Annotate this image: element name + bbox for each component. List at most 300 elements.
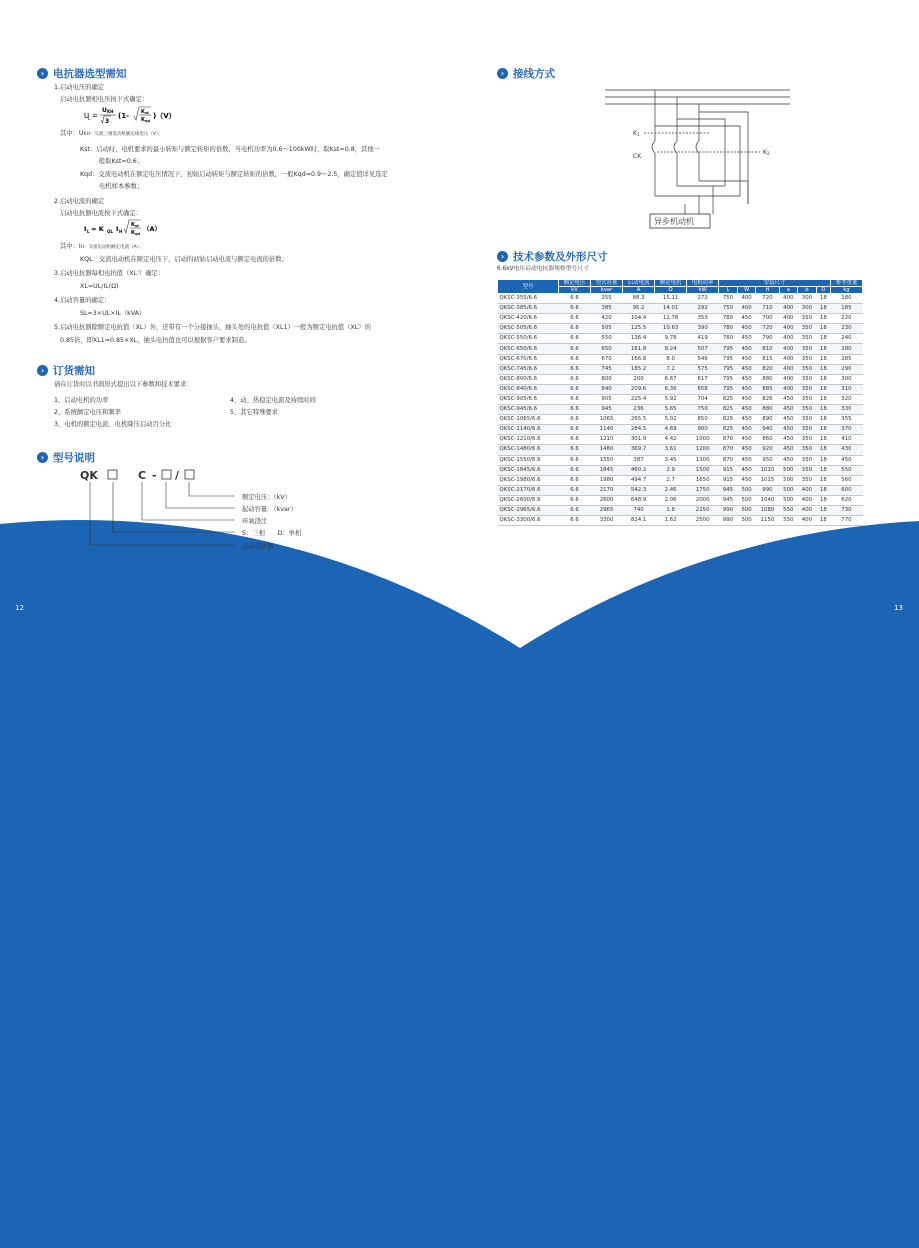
table-cell: 200	[623, 374, 655, 384]
table-cell: 330	[830, 405, 862, 415]
col-power: 电机功率	[687, 280, 719, 287]
table-cell: 450	[779, 455, 798, 465]
model-cell: QKSC-2965/6.6	[498, 505, 559, 515]
table-cell: 400	[798, 505, 817, 515]
table-cell: 185.2	[623, 364, 655, 374]
table-cell: 450	[737, 344, 756, 354]
table-cell: 284.5	[623, 425, 655, 435]
table-cell: 6.6	[559, 324, 591, 334]
table-cell: 18	[816, 344, 830, 354]
table-row	[498, 334, 863, 344]
table-cell: 320	[830, 394, 862, 404]
table-cell: 1300	[687, 455, 719, 465]
table-cell: 730	[830, 505, 862, 515]
table-cell: 18	[816, 485, 830, 495]
table-cell: 400	[779, 304, 798, 314]
table-cell: 500	[737, 516, 756, 526]
table-cell: 209.6	[623, 384, 655, 394]
table-cell: 820	[756, 364, 779, 374]
table-cell: 750	[687, 405, 719, 415]
table-cell: 3.45	[655, 455, 687, 465]
svg-text:K: K	[141, 117, 145, 123]
model-cell: QKSC-2170/6.6	[498, 485, 559, 495]
table-cell: 400	[779, 354, 798, 364]
table-cell: 6.6	[559, 505, 591, 515]
table-cell: 6.6	[559, 384, 591, 394]
table-cell: 8.24	[655, 344, 687, 354]
table-cell: 1015	[756, 475, 779, 485]
section-title: 技术参数及外形尺寸	[513, 251, 608, 263]
model-cell: QKSC-840/6.6	[498, 384, 559, 394]
svg-text:(1-: (1-	[118, 112, 129, 120]
table-cell: 500	[779, 465, 798, 475]
table-row	[498, 384, 863, 394]
label-phase: S：三相 D：单相	[242, 530, 302, 537]
table-cell: 945	[591, 405, 623, 415]
table-cell: 18	[816, 294, 830, 304]
svg-text:I: I	[84, 225, 87, 233]
section-wiring	[497, 66, 555, 81]
table-cell: 272	[687, 294, 719, 304]
table-cell: 6.6	[559, 425, 591, 435]
table-cell: 450	[779, 445, 798, 455]
svg-text:/: /	[175, 469, 180, 482]
table-cell: 18	[816, 415, 830, 425]
table-cell: 450	[737, 384, 756, 394]
table-cell: 542.3	[623, 485, 655, 495]
table-cell: 780	[719, 314, 738, 324]
order-item: 1、启动电机的功率	[54, 397, 109, 404]
table-cell: 161.8	[623, 344, 655, 354]
table-cell: 450	[737, 415, 756, 425]
table-cell: 1480	[591, 445, 623, 455]
table-cell: 1500	[687, 465, 719, 475]
text-line: XL=UL/IL(Ω)	[80, 283, 119, 290]
section-title: 电抗器选型需知	[53, 68, 127, 80]
table-cell: 6.6	[559, 516, 591, 526]
table-cell: 1650	[687, 475, 719, 485]
table-cell: 1150	[756, 516, 779, 526]
svg-text:KH: KH	[107, 109, 114, 114]
table-cell: 400	[779, 334, 798, 344]
table-cell: 870	[719, 435, 738, 445]
model-cell: QKSC-1480/6.6	[498, 445, 559, 455]
table-cell: 1200	[687, 445, 719, 455]
table-cell: 2600	[591, 495, 623, 505]
table-cell: 300	[798, 304, 817, 314]
model-cell: QKSC-1140/6.6	[498, 425, 559, 435]
table-cell: 400	[779, 374, 798, 384]
table-cell: 310	[830, 384, 862, 394]
table-cell: 290	[830, 364, 862, 374]
table-cell: 350	[798, 324, 817, 334]
table-cell: 450	[737, 394, 756, 404]
table-cell: 990	[756, 485, 779, 495]
table-cell: 1210	[591, 435, 623, 445]
col-voltage: 额定电压	[559, 280, 591, 287]
table-cell: 18	[816, 495, 830, 505]
page-number-left: 12	[15, 604, 24, 612]
svg-text:I: I	[116, 225, 119, 233]
table-cell: 400	[798, 495, 817, 505]
svg-text:= K: = K	[91, 225, 104, 233]
table-cell: 450	[737, 374, 756, 384]
model-cell: QKSC-905/6.6	[498, 394, 559, 404]
svg-text:K: K	[131, 230, 135, 236]
table-cell: 6.6	[559, 445, 591, 455]
model-cell: QKSC-800/6.6	[498, 374, 559, 384]
table-cell: 740	[623, 505, 655, 515]
svg-text:=: =	[92, 112, 98, 120]
table-cell: 265.5	[623, 415, 655, 425]
table-cell: 125.5	[623, 324, 655, 334]
svg-text:K: K	[141, 109, 145, 115]
table-cell: 230	[830, 324, 862, 334]
table-row	[498, 475, 863, 485]
table-cell: 420	[591, 314, 623, 324]
model-cell: QKSC-670/6.6	[498, 354, 559, 364]
table-cell: 370	[830, 425, 862, 435]
table-cell: 450	[737, 465, 756, 475]
table-cell: 6.6	[559, 344, 591, 354]
table-cell: 5.92	[655, 394, 687, 404]
table-cell: 18	[816, 334, 830, 344]
table-cell: 710	[756, 304, 779, 314]
table-cell: 860	[756, 435, 779, 445]
table-cell: 1140	[591, 425, 623, 435]
page-number-right: 13	[894, 604, 903, 612]
table-cell: 369.7	[623, 445, 655, 455]
table-cell: 900	[687, 425, 719, 435]
table-cell: 915	[719, 475, 738, 485]
table-cell: 18	[816, 364, 830, 374]
table-cell: 450	[779, 425, 798, 435]
model-cell: QKSC-1550/6.6	[498, 455, 559, 465]
table-cell: 400	[779, 324, 798, 334]
table-cell: 550	[779, 505, 798, 515]
table-row	[498, 374, 863, 384]
table-cell: 745	[591, 364, 623, 374]
table-cell: 18	[816, 505, 830, 515]
table-cell: 1065	[591, 415, 623, 425]
table-cell: 617	[687, 374, 719, 384]
col-reactance: 额定电抗	[655, 280, 687, 287]
table-cell: 400	[737, 294, 756, 304]
table-cell: 350	[798, 374, 817, 384]
table-cell: 350	[798, 344, 817, 354]
model-cell: QKSC-550/6.6	[498, 334, 559, 344]
table-cell: 500	[779, 475, 798, 485]
table-cell: 840	[591, 384, 623, 394]
table-row	[498, 465, 863, 475]
table-cell: 10.63	[655, 324, 687, 334]
table-cell: 353	[687, 314, 719, 324]
table-row	[498, 324, 863, 334]
table-cell: 770	[830, 516, 862, 526]
motor-label: 异步机动机	[654, 217, 694, 226]
table-cell: 1750	[687, 485, 719, 495]
table-row	[498, 445, 863, 455]
table-cell: 2.9	[655, 465, 687, 475]
section-title: 订货需知	[53, 365, 95, 377]
voltage-formula	[84, 103, 194, 127]
label-epoxy: 环氧浇注	[242, 518, 268, 525]
table-row	[498, 394, 863, 404]
table-row	[498, 435, 863, 445]
svg-text:（A）: （A）	[143, 225, 162, 233]
order-item: 2、系统额定电压和频率	[54, 409, 121, 416]
table-cell: 750	[719, 304, 738, 314]
table-cell: 18	[816, 445, 830, 455]
table-cell: 400	[779, 314, 798, 324]
model-cell: QKSC-355/6.6	[498, 294, 559, 304]
table-cell: 350	[798, 354, 817, 364]
table-cell: 826	[756, 394, 779, 404]
table-cell: 2500	[687, 516, 719, 526]
table-cell: 1010	[756, 465, 779, 475]
arrow-bullet-icon: ›	[37, 68, 48, 79]
table-cell: 400	[798, 516, 817, 526]
text-line: 0.85倍，即XL1=0.85×XL，抽头电抗值也可以根据客户要求制造。	[60, 337, 251, 344]
table-cell: 450	[737, 445, 756, 455]
table-cell: 350	[798, 394, 817, 404]
table-cell: 5.65	[655, 405, 687, 415]
svg-text:)（V）: )（V）	[153, 112, 176, 120]
text-line: 般取Kst=0.6；	[99, 158, 144, 165]
table-cell: 450	[830, 455, 862, 465]
table-cell: 920	[756, 445, 779, 455]
table-row	[498, 294, 863, 304]
order-item: 4、动、热稳定电流及持续时间	[230, 397, 316, 404]
table-cell: 400	[779, 344, 798, 354]
table-cell: 400	[737, 304, 756, 314]
text-line: 5.启动电抗器除额定电抗值（XL）外，还带有一个分接抽头，抽头处的电抗值（XL1）一般为额定电抗值（XL）的	[54, 324, 371, 331]
table-cell: 546	[687, 354, 719, 364]
table-cell: 12.78	[655, 314, 687, 324]
section-model-explanation	[37, 450, 95, 465]
model-cell: QKSC-385/6.6	[498, 304, 559, 314]
table-cell: 4.42	[655, 435, 687, 445]
table-cell: 505	[591, 324, 623, 334]
model-cell: QKSC-505/6.6	[498, 324, 559, 334]
table-cell: 507	[687, 344, 719, 354]
table-cell: 400	[779, 364, 798, 374]
table-cell: 940	[756, 425, 779, 435]
model-cell: QKSC-745/6.6	[498, 364, 559, 374]
svg-text:U: U	[102, 107, 107, 114]
table-cell: 990	[719, 505, 738, 515]
table-cell: 430	[830, 445, 862, 455]
table-cell: 6.6	[559, 334, 591, 344]
table-cell: 450	[779, 435, 798, 445]
table-cell: 18	[816, 354, 830, 364]
table-cell: 780	[719, 324, 738, 334]
text-line: 2.启动电流的确定	[54, 198, 105, 205]
text-line: KQL：交流电动机在额定电压下，启动的初始启动电流与额定电流的倍数；	[80, 256, 288, 263]
section-title: 型号说明	[53, 452, 95, 464]
table-cell: 500	[779, 485, 798, 495]
table-cell: 810	[756, 344, 779, 354]
text-line: 其中：IH：交流电动机额定电流（A）；	[60, 243, 144, 250]
section-tech-params	[497, 249, 608, 264]
table-cell: 350	[798, 465, 817, 475]
table-cell: 400	[798, 485, 817, 495]
table-cell: 880	[756, 405, 779, 415]
table-cell: 18	[816, 455, 830, 465]
table-cell: 950	[756, 455, 779, 465]
table-cell: 6.6	[559, 435, 591, 445]
table-cell: 550	[779, 516, 798, 526]
model-cell: QKSC-1210/6.6	[498, 435, 559, 445]
model-cell: QKSC-650/6.6	[498, 344, 559, 354]
table-cell: 1000	[687, 435, 719, 445]
table-cell: 18	[816, 374, 830, 384]
svg-text:L: L	[87, 229, 90, 234]
table-cell: 824.1	[623, 516, 655, 526]
table-cell: 350	[798, 445, 817, 455]
text-line: 电机样本参数；	[99, 183, 144, 190]
table-cell: 500	[737, 495, 756, 505]
table-cell: 6.6	[559, 495, 591, 505]
table-cell: 180	[830, 294, 862, 304]
table-cell: 795	[719, 364, 738, 374]
table-cell: 704	[687, 394, 719, 404]
table-cell: 18	[816, 475, 830, 485]
label-reactor: 启动电抗器	[242, 543, 274, 550]
table-cell: 450	[737, 435, 756, 445]
table-cell: 18	[816, 405, 830, 415]
table-cell: 450	[779, 394, 798, 404]
spec-table: 型号 额定电压 型式容量 启动电流 额定电抗 电机功率 安装尺寸 参考重量 kV kvar A Ω kW L W H a b D kg QKSC-355/6.6 6.6 355 88.3 15.11 272 750 400 720 400 300 18 180 QKSC-385/6.6 6.6 385 95.2 14.01 292 750 400 710 400 300 18 185 QKSC-420/6.6 6.6 420 104.4 12.78 353 780 450 700 400 350 18 220 QKSC-505/6.6 6.6 505 125.5 10.63 390 780 450 720 400 350 18 230 QKSC-550/6.6 6.6 550 136.4 9.78 419 780 450 790 400 350 18 240 QKSC-650/6.6 6.6 650 161.8 8.24 507 795 450 810 400 350 18 280 QKSC-670/6.6 6.6 670 166.8 8.0 546 795 450 815 400 350 18 285 QKSC-745/6.6 6.6 745 185.2 7.2 575 795 450 820 400 350 18 290 QKSC-800/6.6 6.6 800 200 6.67 617 795 450 880 400 350 18 300 QKSC-840/6.6 6.6 840 209.6 6.36 658 795 450 885 400 350 18 310 QKSC-905/6.6 6.6 905 225.4 5.92 704 825 450 826 450 350 18 320 QKSC-945/6.6 6.6 945 236 5.65 750 825 450 880 450 350 18 330 QKSC-1065/6.6 6.6 1065 265.5 5.02 850 825 450 890 450 350 18 355 QKSC-1140/6.6 6.6 1140 284.5 4.69 900 825 450 940 450 350 18 370 QKSC-1210/6.6 6.6 1210 301.9 4.42 1000 870 450 860 450 350 18 410 QKSC-1480/6.6 6.6 1480 369.7 3.61 1200 870 450 920 450 350 18 430 QKSC-1550/6.6 6.6 1550 387 3.45 1300 870 450 950 450 350 18 450 QKSC-1845/6.6 6.6 1845 460.2 2.9 1500 915 450 1010 500 350 18 550 QKSC-1980/6.6 6.6 1980 494.7 2.7 1650 915 450 1015 500 350 18 560 QKSC-2170/6.6 6.6 2170 542.3 2.46 1750 945 500 990 500 400 18 600 QKSC-2600/6.6 6.6 2600 648.9 2.06 2000 945 500 1040 500 400 18 620 QKSC-2965/6.6 6.6 2965 740 1.8 2250 990 500 1080 550 400 18 730 QKSC-3300/6.6 6.6 3300 824.1 1.62 2500 990 500 1150 550 400 18 770	[497, 279, 863, 526]
table-cell: 18	[816, 394, 830, 404]
table-cell: 18	[816, 435, 830, 445]
table-cell: 1080	[756, 505, 779, 515]
table-cell: 240	[830, 334, 862, 344]
table-cell: 350	[798, 455, 817, 465]
svg-text:3: 3	[105, 118, 110, 125]
table-cell: 450	[737, 475, 756, 485]
table-cell: 6.6	[559, 354, 591, 364]
section-ordering	[37, 363, 95, 378]
section-title: 接线方式	[513, 68, 555, 80]
text-line: 1.启动电压的确定	[54, 84, 105, 91]
table-cell: 18	[816, 425, 830, 435]
table-cell: 800	[591, 374, 623, 384]
table-cell: 6.6	[559, 455, 591, 465]
table-cell: 450	[737, 455, 756, 465]
table-cell: 915	[719, 465, 738, 475]
table-cell: 450	[737, 334, 756, 344]
table-cell: 15.11	[655, 294, 687, 304]
table-cell: 500	[737, 485, 756, 495]
table-cell: 658	[687, 384, 719, 394]
table-row	[498, 354, 863, 364]
table-row	[498, 485, 863, 495]
table-cell: 1040	[756, 495, 779, 505]
svg-text:CK: CK	[633, 153, 642, 160]
table-cell: 550	[591, 334, 623, 344]
col-current: 启动电流	[623, 280, 655, 287]
table-cell: 280	[830, 344, 862, 354]
table-cell: 890	[756, 415, 779, 425]
wiring-diagram	[600, 86, 800, 234]
table-cell: 7.2	[655, 364, 687, 374]
table-cell: 3.61	[655, 445, 687, 455]
table-row	[498, 344, 863, 354]
table-cell: 575	[687, 364, 719, 374]
table-cell: 350	[798, 435, 817, 445]
table-cell: 450	[737, 364, 756, 374]
table-cell: 1.8	[655, 505, 687, 515]
table-cell: 700	[756, 314, 779, 324]
table-cell: 450	[737, 324, 756, 334]
table-cell: 2.06	[655, 495, 687, 505]
table-cell: 825	[719, 425, 738, 435]
svg-text:H: H	[119, 229, 123, 234]
text-line: 启动电抗器相电压按下式确定：	[60, 96, 149, 103]
table-cell: 6.6	[559, 465, 591, 475]
table-cell: 825	[719, 405, 738, 415]
table-cell: 885	[756, 384, 779, 394]
table-cell: 292	[687, 304, 719, 314]
model-code-diagram	[80, 464, 340, 560]
table-cell: 220	[830, 314, 862, 324]
table-cell: 6.6	[559, 485, 591, 495]
table-cell: 750	[719, 294, 738, 304]
spec-table-body	[498, 294, 863, 526]
model-cell: QKSC-1065/6.6	[498, 415, 559, 425]
table-cell: 905	[591, 394, 623, 404]
table-cell: 350	[798, 314, 817, 324]
table-cell: 166.8	[623, 354, 655, 364]
table-cell: 4.69	[655, 425, 687, 435]
table-cell: 460.2	[623, 465, 655, 475]
table-cell: 18	[816, 314, 830, 324]
model-cell: QKSC-2600/6.6	[498, 495, 559, 505]
col-capacity: 型式容量	[591, 280, 623, 287]
table-row	[498, 364, 863, 374]
table-cell: 18	[816, 324, 830, 334]
table-cell: 350	[798, 334, 817, 344]
text-line: 启动电抗器电流按下式确定：	[60, 210, 142, 217]
table-cell: 945	[719, 485, 738, 495]
table-cell: 301.9	[623, 435, 655, 445]
table-caption: 6.6kV电压启动电抗器规格型号尺寸	[497, 266, 589, 272]
table-cell: 225.4	[623, 394, 655, 404]
table-cell: 1980	[591, 475, 623, 485]
table-cell: 400	[779, 294, 798, 304]
model-cell: QKSC-1980/6.6	[498, 475, 559, 485]
table-cell: 2170	[591, 485, 623, 495]
current-formula	[84, 217, 174, 239]
table-cell: 236	[623, 405, 655, 415]
svg-text:U: U	[84, 112, 90, 120]
table-cell: 285	[830, 354, 862, 364]
table-cell: 2.46	[655, 485, 687, 495]
table-cell: 350	[798, 475, 817, 485]
table-cell: 500	[779, 495, 798, 505]
table-cell: 880	[756, 374, 779, 384]
table-cell: 795	[719, 354, 738, 364]
table-row	[498, 405, 863, 415]
col-model: 型号	[498, 280, 559, 294]
table-cell: 410	[830, 435, 862, 445]
table-cell: 670	[591, 354, 623, 364]
table-cell: 300	[830, 374, 862, 384]
table-cell: 136.4	[623, 334, 655, 344]
svg-text:st: st	[145, 111, 149, 115]
table-cell: 450	[779, 415, 798, 425]
